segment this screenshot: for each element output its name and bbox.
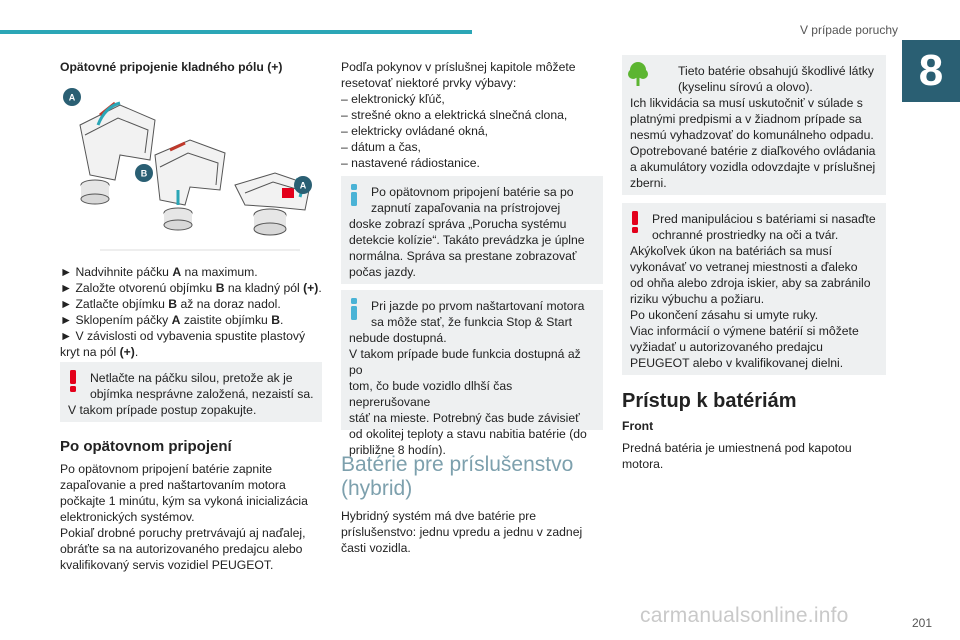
- env-line: zberni.: [630, 176, 667, 190]
- warning-line: ochranné prostriedky na oči a tvár.: [652, 228, 839, 242]
- step-2: [60, 280, 325, 296]
- label-a-1-text: A: [68, 92, 76, 103]
- step-1-ref: A: [172, 265, 182, 279]
- env-line: Tieto batérie obsahujú škodlivé látky: [678, 64, 875, 78]
- info-callout-stop-start: [341, 290, 603, 457]
- section-title-battery-access: Prístup k batériám: [622, 390, 797, 412]
- list-item: – elektricky ovládané okná,: [341, 124, 489, 138]
- subheading-after-reconnect: Po opätovnom pripojení: [60, 438, 232, 455]
- step-1-text: ► Nadvihnite páčku: [60, 265, 173, 279]
- info-icon: [348, 184, 360, 206]
- step-2-pole: (+): [303, 281, 319, 295]
- para-line: Pokiaľ drobné poruchy pretrvávajú aj naďalej,: [60, 526, 306, 540]
- heading-reconnect-positive: Opätovné pripojenie kladného pólu (+): [60, 60, 283, 74]
- warning-line: PEUGEOT alebo v kvalifikovanej dielni.: [630, 356, 844, 370]
- info-callout-collision-message: [341, 176, 603, 284]
- step-4-text-end: .: [280, 313, 284, 327]
- hybrid-batteries-paragraph: [341, 508, 606, 556]
- env-line: (kyselinu sírovú a olovo).: [678, 80, 813, 94]
- list-item: – nastavené rádiostanice.: [341, 156, 480, 170]
- para-line: Po opätovnom pripojení batérie zapnite: [60, 462, 273, 476]
- header-accent-bar: [0, 30, 472, 34]
- env-line: a akumulátory vozidla odovzdajte v príslušnej: [630, 160, 876, 174]
- step-5-line-2: [60, 344, 325, 360]
- step-2-text-end: .: [318, 281, 322, 295]
- warning-line: od ohňa alebo zdroja iskier, aby sa zabránilo: [630, 276, 871, 290]
- reset-equipment-list: [341, 59, 606, 171]
- info-line: tom, čo bude vozidlo dlhší čas neprerušovane: [349, 379, 513, 409]
- info-line: detekcie kolízie“. Takáto prevádzka je úplne: [349, 233, 585, 247]
- page-number: 201: [911, 616, 932, 630]
- step-4-ref-b: B: [271, 313, 281, 327]
- warning-line: riziku výbuchu a požiaru.: [630, 292, 765, 306]
- step-5-text: kryt na pól: [60, 345, 120, 359]
- para-line: kvalifikovaný servis vozidiel PEUGEOT.: [60, 558, 274, 572]
- step-4-ref-a: A: [171, 313, 181, 327]
- env-line: nesmú vyhadzovať do komunálneho odpadu.: [630, 128, 874, 142]
- environment-callout: [622, 55, 886, 195]
- section-title-accessory-batteries: [341, 453, 606, 501]
- info-line: približne 8 hodín).: [349, 443, 446, 457]
- section-header-title: V prípade poruchy: [799, 23, 898, 37]
- info-line: nebude dostupná.: [349, 331, 447, 345]
- step-3-text-end: až na doraz nadol.: [177, 297, 281, 311]
- step-5-text-end: .: [134, 345, 139, 359]
- warning-line: Pred manipuláciou s batériami si nasaďte: [652, 212, 876, 226]
- info-line: zapnutí zapaľovania na prístrojovej: [371, 201, 561, 215]
- step-2-ref: B: [215, 281, 225, 295]
- battery-clamp-illustration: [60, 85, 322, 255]
- list-item: – dátum a čas,: [341, 140, 421, 154]
- section-title-line-1: Batérie pre príslušenstvo: [341, 453, 574, 476]
- after-reconnect-paragraph: [60, 461, 325, 573]
- intro-line: Podľa pokynov v príslušnej kapitole môžete: [341, 60, 576, 74]
- list-item: – elektronický kľúč,: [341, 92, 445, 106]
- section-title-line-2: (hybrid): [341, 477, 413, 500]
- eco-tree-icon: [627, 61, 649, 87]
- warning-line: Po ukončení zásahu si umyte ruky.: [630, 308, 819, 322]
- info-line: Pri jazde po prvom naštartovaní motora: [371, 299, 585, 313]
- warning-exclamation-icon: [629, 211, 641, 233]
- para-line: počkajte 1 minútu, kým sa vykoná inicializácia: [60, 494, 308, 508]
- warning-line-3: V takom prípade postup zopakujte.: [68, 403, 257, 417]
- info-line: V takom prípade bude funkcia dostupná až po: [349, 347, 581, 377]
- subheading-front: Front: [622, 419, 654, 433]
- para-line: príslušenstvo: jednu vpredu a jednu v zadnej: [341, 525, 583, 539]
- warning-line: vykonávať vo vetranej miestnosti a ďaleko: [630, 260, 858, 274]
- warning-line-2: objímka nesprávne založená, nezaistí sa.: [90, 387, 314, 401]
- step-3-text: ► Zatlačte objímku: [60, 297, 169, 311]
- warning-line: Viac informácií o výmene batérií si môžete: [630, 324, 859, 338]
- step-3-ref: B: [168, 297, 178, 311]
- label-b-text: B: [140, 168, 148, 179]
- info-line: Po opätovnom pripojení batérie sa po: [371, 185, 574, 199]
- step-5-pole: (+): [119, 345, 135, 359]
- step-1: [60, 264, 325, 280]
- front-battery-paragraph: [622, 440, 887, 472]
- warning-line: vyžiadať u autorizovaného predajcu: [630, 340, 823, 354]
- chapter-number-badge: 8: [902, 40, 960, 102]
- info-line: stáť na mieste. Potrebný čas bude závisieť: [349, 411, 580, 425]
- env-line: platnými predpismi a v žiadnom prípade sa: [630, 112, 862, 126]
- step-5-line-1: ► V závislosti od vybavenia spustite plastový: [60, 329, 306, 343]
- info-icon: [348, 298, 360, 320]
- env-line: Opotrebované batérie z diaľkového ovládania: [630, 144, 876, 158]
- intro-line: resetovať niektoré prvky výbavy:: [341, 76, 517, 90]
- para-line: elektronických systémov.: [60, 510, 195, 524]
- warning-callout-handling: [622, 203, 886, 375]
- warning-exclamation-icon: [67, 370, 79, 392]
- step-4: [60, 312, 325, 328]
- para-line: časti vozidla.: [341, 541, 411, 555]
- info-line: doske zobrazí správa „Porucha systému: [349, 217, 567, 231]
- watermark: carmanualsonline.info: [640, 604, 849, 627]
- info-line: od okolitej teploty a stavu nabitia batérie (do: [349, 427, 587, 441]
- list-item: – strešné okno a elektrická slnečná clona,: [341, 108, 568, 122]
- step-2-text-mid: na kladný pól: [224, 281, 304, 295]
- warning-line: Akýkoľvek úkon na batériách sa musí: [630, 244, 833, 258]
- warning-callout-lever: [60, 362, 322, 422]
- env-line: Ich likvidácia sa musí uskutočniť v súlade s: [630, 96, 863, 110]
- info-line: sa môže stať, že funkcia Stop & Start: [371, 315, 573, 329]
- step-3: [60, 296, 325, 312]
- para-line: Hybridný systém má dve batérie pre: [341, 509, 537, 523]
- warning-line-1: Netlačte na páčku silou, pretože ak je: [90, 371, 293, 385]
- steps-list: [60, 264, 325, 360]
- step-2-text: ► Založte otvorenú objímku: [60, 281, 216, 295]
- para-line: motora.: [622, 457, 664, 471]
- step-4-text: ► Sklopením páčky: [60, 313, 172, 327]
- para-line: zapaľovanie a pred naštartovaním motora: [60, 478, 286, 492]
- step-1-text-end: na maximum.: [181, 265, 258, 279]
- para-line: obráťte sa na autorizovaného predajcu alebo: [60, 542, 303, 556]
- para-line: Predná batéria je umiestnená pod kapotou: [622, 441, 852, 455]
- step-4-text-mid: zaistite objímku: [180, 313, 272, 327]
- info-line: počas jazdy.: [349, 265, 416, 279]
- label-a-2-text: A: [299, 180, 307, 191]
- info-line: normálna. Správa sa prestane zobrazovať: [349, 249, 577, 263]
